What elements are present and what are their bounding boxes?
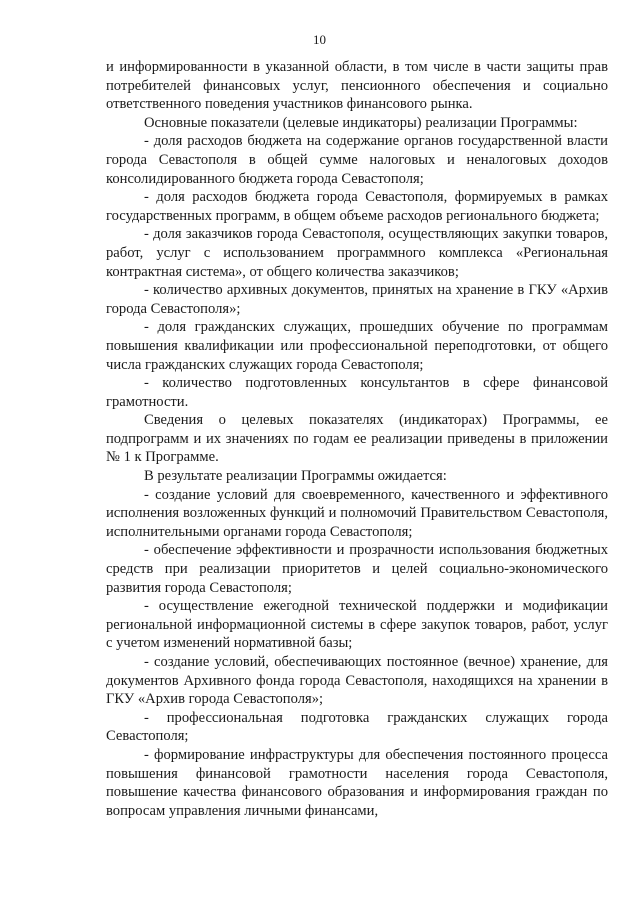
paragraph: В результате реализации Программы ожидается: bbox=[144, 468, 447, 485]
paragraph: Основные показатели (целевые индикаторы) реализации Программы: bbox=[144, 114, 578, 131]
page-number: 10 bbox=[313, 32, 326, 47]
document-body bbox=[106, 58, 608, 820]
list-item: - создание условий, обеспечивающих постоянное (вечное) хранение, для документов Архивного фонда города Севастополя, находящихся на хранении в ГКУ «Архив города Севастополя»; bbox=[106, 654, 608, 708]
list-item: - количество подготовленных консультантов в сфере финансовой грамотности. bbox=[106, 375, 608, 410]
list-item: - обеспечение эффективности и прозрачности использования бюджетных средств при реализации приоритетов и целей социально-экономического развития города Севастополя; bbox=[106, 542, 608, 596]
list-item: - доля гражданских служащих, прошедших обучение по программам повышения квалификации или профессиональной переподготовки, от общего числа гражданских служащих города Севастополя; bbox=[106, 319, 608, 373]
list-item: - доля расходов бюджета города Севастополя, формируемых в рамках государственных программ, в общем объеме расходов регионального бюджета; bbox=[106, 189, 608, 224]
list-item: - доля расходов бюджета на содержание органов государственной власти города Севастополя в общей сумме налоговых и неналоговых доходов консолидированного бюджета города Севастополя; bbox=[106, 133, 608, 187]
list-item: - количество архивных документов, принятых на хранение в ГКУ «Архив города Севастополя»; bbox=[106, 282, 608, 317]
list-item: - осуществление ежегодной технической поддержки и модификации региональной информационной системы в сфере закупок товаров, работ, услуг с учетом изменений нормативной базы; bbox=[106, 598, 608, 652]
list-item: - формирование инфраструктуры для обеспечения постоянного процесса повышения финансовой грамотности населения города Севастополя, повышение качества финансового образования и информирования граждан по вопросам управления личными финансами, bbox=[106, 746, 608, 819]
paragraph: и информированности в указанной области, в том числе в части защиты прав потребителей финансовых услуг, пенсионного обеспечения и социально ответственного поведения участников финансового рынка. bbox=[106, 59, 608, 113]
list-item: - доля заказчиков города Севастополя, осуществляющих закупки товаров, работ, услуг с использованием программного комплекса «Региональная контрактная система», от общего количества заказчиков; bbox=[106, 226, 608, 280]
list-item: - создание условий для своевременного, качественного и эффективного исполнения возложенных функций и полномочий Правительством Севастополя, исполнительными органами города Севастополя; bbox=[106, 486, 608, 540]
paragraph: Сведения о целевых показателях (индикаторах) Программы, ее подпрограмм и их значениях по годам ее реализации приведены в приложении № 1 к Программе. bbox=[106, 412, 608, 466]
list-item: - профессиональная подготовка гражданских служащих города Севастополя; bbox=[106, 709, 608, 745]
